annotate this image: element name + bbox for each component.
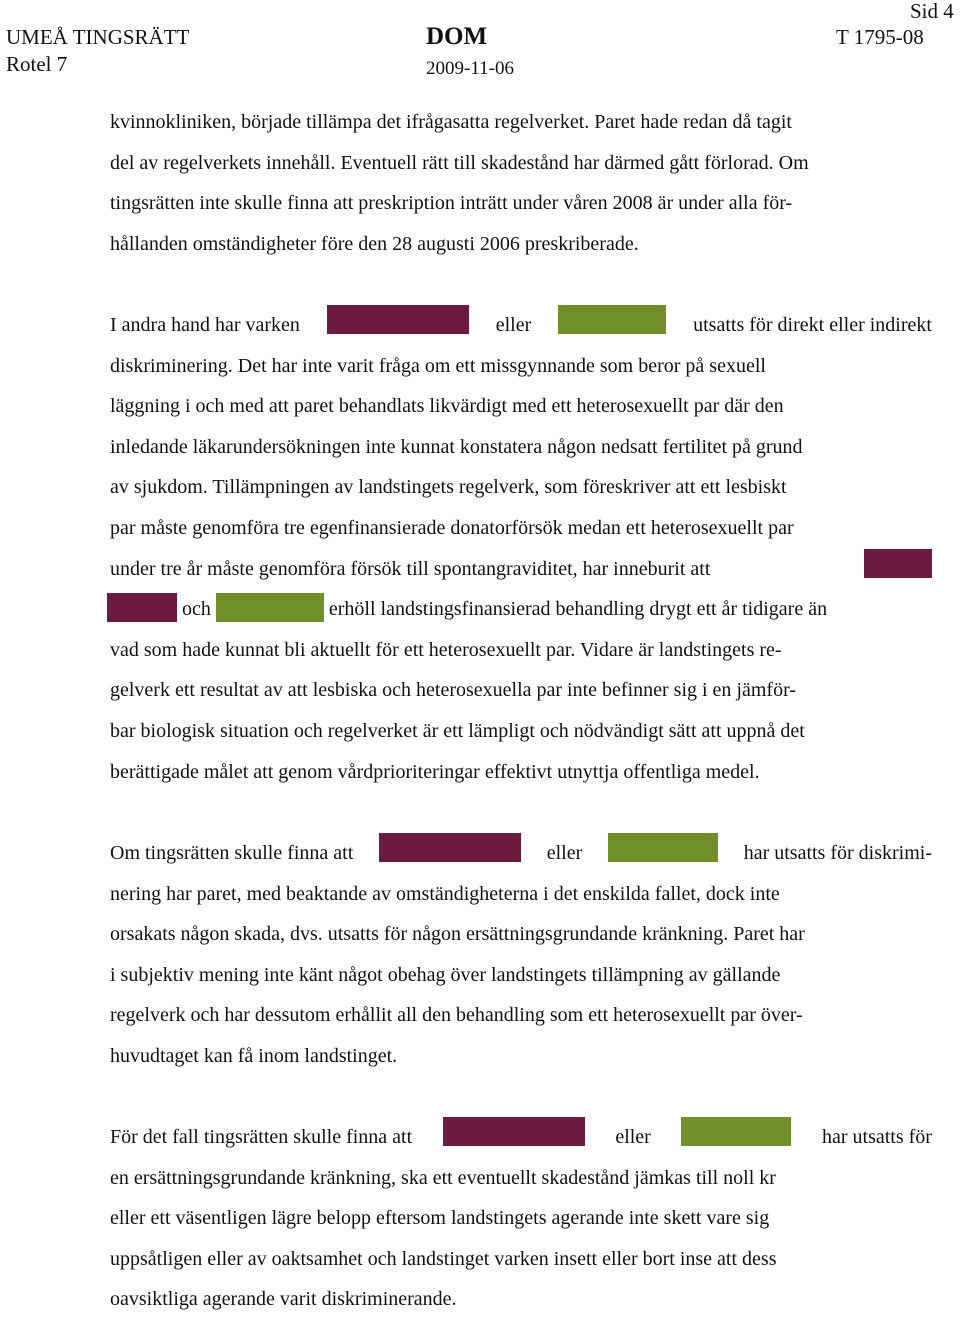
redaction-box [608, 833, 718, 862]
text-line: inledande läkarundersökningen inte kunnat konstatera någon nedsatt fertilitet på grund [110, 435, 803, 458]
text-fragment: I andra hand har varken [110, 314, 300, 336]
text-line: diskriminering. Det har inte varit fråga om ett missgynnande som beror på sexuell [110, 354, 766, 377]
court-unit: Rotel 7 [6, 52, 68, 76]
redaction-box [681, 1117, 791, 1146]
text-line [110, 1117, 932, 1158]
text-fragment: har utsatts för diskrimi- [743, 842, 932, 864]
case-number: T 1795-08 [836, 25, 924, 49]
text-line: gelverk ett resultat av att lesbiska och heterosexuella par inte befinner sig i en jämför- [110, 679, 797, 702]
text-line: nering har paret, med beaktande av omständigheterna i det enskilda fallet, dock inte [110, 882, 780, 905]
redaction-box [379, 833, 521, 862]
redaction-box [443, 1117, 585, 1146]
paragraph-1 [110, 102, 932, 264]
document-date: 2009-11-06 [426, 58, 514, 79]
text-line: eller ett väsentligen lägre belopp eftersom landstingets agerande inte skett vare sig [110, 1207, 770, 1230]
text-line: en ersättningsgrundande kränkning, ska ett eventuellt skadestånd jämkas till noll kr [110, 1166, 776, 1189]
text-line: i subjektiv mening inte känt något obehag över landstingets tillämpning av gällande [110, 963, 781, 986]
redaction-box [216, 593, 324, 622]
text-line: tingsrätten inte skulle finna att preskription inträtt under våren 2008 är under alla för- [110, 192, 793, 215]
text-fragment: har utsatts för [822, 1126, 932, 1148]
text-line: läggning i och med att paret behandlats likvärdigt med ett heterosexuellt par där den [110, 395, 784, 418]
text-fragment: under tre år måste genomföra försök till spontangraviditet, har inneburit att [110, 557, 711, 580]
redaction-box [558, 305, 666, 334]
text-line: regelverk och har dessutom erhållit all den behandling som ett heterosexuellt par över- [110, 1004, 803, 1027]
page-number: Sid 4 [910, 0, 954, 23]
paragraph-4 [110, 1117, 932, 1320]
paragraph-3 [110, 833, 932, 1077]
document-type: DOM [426, 23, 488, 50]
redaction-box [327, 305, 469, 334]
text-line: orsakats någon skada, dvs. utsatts för någon ersättningsgrundande kränkning. Paret har [110, 923, 805, 946]
text-line: par måste genomföra tre egenfinansierade donatorförsök medan ett heterosexuellt par [110, 516, 794, 539]
redaction-box [864, 549, 932, 578]
text-line [107, 589, 932, 630]
text-line: hållanden omständigheter före den 28 augusti 2006 preskriberade. [110, 232, 639, 255]
text-line: oavsiktliga agerande varit diskriminerande. [110, 1288, 457, 1311]
text-fragment: utsatts för direkt eller indirekt [693, 314, 932, 336]
text-fragment: eller [495, 314, 532, 336]
redaction-box [107, 593, 177, 622]
text-fragment: och [182, 598, 211, 621]
text-fragment: eller [546, 842, 583, 864]
text-line: del av regelverkets innehåll. Eventuell rätt till skadestånd har därmed gått förlorad. Om [110, 151, 809, 174]
text-fragment: eller [615, 1126, 651, 1148]
text-line: vad som hade kunnat bli aktuellt för ett heterosexuellt par. Vidare är landstingets re- [110, 638, 782, 661]
text-fragment: erhöll landstingsfinansierad behandling drygt ett år tidigare än [328, 598, 828, 621]
text-line: kvinnokliniken, började tillämpa det ifrågasatta regelverket. Paret hade redan då tagit [110, 111, 792, 133]
court-name: UMEÅ TINGSRÄTT [6, 25, 190, 49]
text-line: berättigade målet att genom vårdprioriteringar effektivt utnyttja offentliga medel. [110, 760, 760, 783]
text-line [110, 833, 932, 874]
text-fragment: För det fall tingsrätten skulle finna att [110, 1126, 413, 1148]
text-fragment: Om tingsrätten skulle finna att [110, 842, 354, 864]
text-line [110, 549, 932, 590]
paragraph-2 [110, 305, 932, 792]
text-line: bar biologisk situation och regelverket är ett lämpligt och nödvändigt sätt att uppnå det [110, 719, 805, 742]
text-line: av sjukdom. Tillämpningen av landstingets regelverk, som föreskriver att ett lesbiskt [110, 476, 787, 499]
text-line [110, 305, 932, 346]
text-line: uppsåtligen eller av oaktsamhet och landstinget varken insett eller bort inse att dess [110, 1247, 777, 1270]
text-line: huvudtaget kan få inom landstinget. [110, 1044, 398, 1067]
